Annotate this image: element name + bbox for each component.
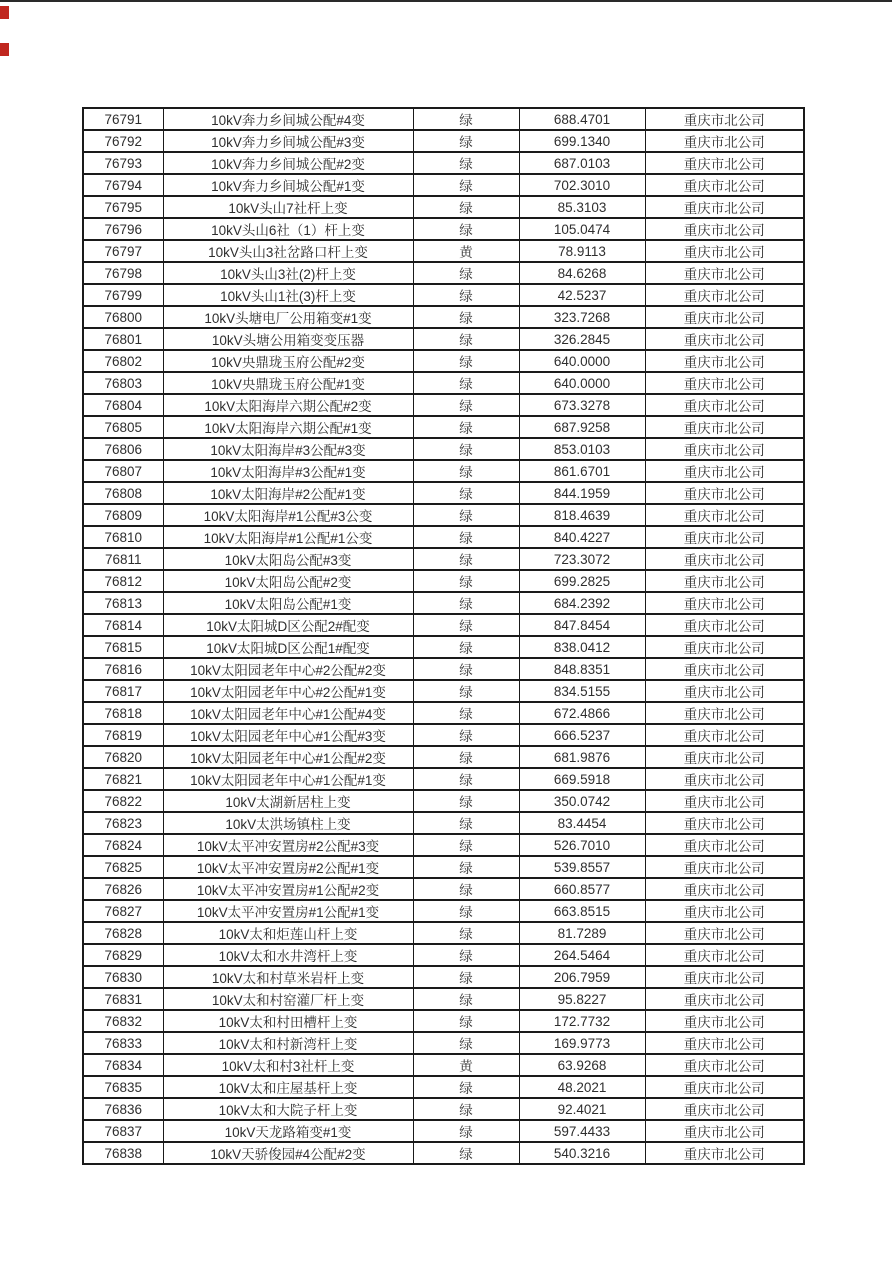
status-cell: 绿 xyxy=(413,1120,519,1142)
status-cell: 绿 xyxy=(413,966,519,988)
row-id-cell: 76836 xyxy=(83,1098,163,1120)
row-id-cell: 76813 xyxy=(83,592,163,614)
table-row xyxy=(83,724,804,746)
load-value-cell: 844.1959 xyxy=(519,482,645,504)
device-name-cell: 10kV太阳岛公配#2变 xyxy=(163,570,413,592)
load-value-cell: 818.4639 xyxy=(519,504,645,526)
row-id-cell: 76794 xyxy=(83,174,163,196)
load-value-cell: 861.6701 xyxy=(519,460,645,482)
row-id-cell: 76807 xyxy=(83,460,163,482)
status-cell: 绿 xyxy=(413,328,519,350)
status-cell: 绿 xyxy=(413,834,519,856)
row-id-cell: 76803 xyxy=(83,372,163,394)
device-name-cell: 10kV头山7社杆上变 xyxy=(163,196,413,218)
load-value-cell: 687.9258 xyxy=(519,416,645,438)
table-row xyxy=(83,526,804,548)
table-row xyxy=(83,878,804,900)
device-name-cell: 10kV太平冲安置房#2公配#1变 xyxy=(163,856,413,878)
company-cell: 重庆市北公司 xyxy=(645,108,804,130)
load-value-cell: 63.9268 xyxy=(519,1054,645,1076)
table-row xyxy=(83,614,804,636)
load-value-cell: 838.0412 xyxy=(519,636,645,658)
load-value-cell: 42.5237 xyxy=(519,284,645,306)
load-value-cell: 350.0742 xyxy=(519,790,645,812)
table-row xyxy=(83,262,804,284)
table-row xyxy=(83,658,804,680)
company-cell: 重庆市北公司 xyxy=(645,306,804,328)
load-value-cell: 684.2392 xyxy=(519,592,645,614)
device-name-cell: 10kV太和村田槽杆上变 xyxy=(163,1010,413,1032)
row-id-cell: 76804 xyxy=(83,394,163,416)
row-id-cell: 76824 xyxy=(83,834,163,856)
device-name-cell: 10kV奔力乡间城公配#1变 xyxy=(163,174,413,196)
status-cell: 绿 xyxy=(413,812,519,834)
device-name-cell: 10kV太阳城D区公配2#配变 xyxy=(163,614,413,636)
company-cell: 重庆市北公司 xyxy=(645,790,804,812)
company-cell: 重庆市北公司 xyxy=(645,526,804,548)
load-value-cell: 526.7010 xyxy=(519,834,645,856)
load-value-cell: 702.3010 xyxy=(519,174,645,196)
load-value-cell: 326.2845 xyxy=(519,328,645,350)
load-value-cell: 699.2825 xyxy=(519,570,645,592)
status-cell: 绿 xyxy=(413,570,519,592)
status-cell: 绿 xyxy=(413,592,519,614)
status-cell: 绿 xyxy=(413,526,519,548)
company-cell: 重庆市北公司 xyxy=(645,1098,804,1120)
status-cell: 绿 xyxy=(413,1098,519,1120)
company-cell: 重庆市北公司 xyxy=(645,592,804,614)
top-rule-line xyxy=(0,0,892,2)
table-row xyxy=(83,438,804,460)
company-cell: 重庆市北公司 xyxy=(645,658,804,680)
status-cell: 绿 xyxy=(413,416,519,438)
device-name-cell: 10kV奔力乡间城公配#3变 xyxy=(163,130,413,152)
status-cell: 绿 xyxy=(413,482,519,504)
company-cell: 重庆市北公司 xyxy=(645,394,804,416)
company-cell: 重庆市北公司 xyxy=(645,328,804,350)
status-cell: 绿 xyxy=(413,504,519,526)
status-cell: 绿 xyxy=(413,218,519,240)
device-name-cell: 10kV头塘电厂公用箱变#1变 xyxy=(163,306,413,328)
company-cell: 重庆市北公司 xyxy=(645,878,804,900)
status-cell: 绿 xyxy=(413,1076,519,1098)
table-row xyxy=(83,746,804,768)
status-cell: 绿 xyxy=(413,724,519,746)
device-name-cell: 10kV央鼎珑玉府公配#1变 xyxy=(163,372,413,394)
status-cell: 绿 xyxy=(413,438,519,460)
device-name-cell: 10kV天龙路箱变#1变 xyxy=(163,1120,413,1142)
device-name-cell: 10kV太阳海岸#2公配#1变 xyxy=(163,482,413,504)
status-cell: 绿 xyxy=(413,284,519,306)
status-cell: 绿 xyxy=(413,944,519,966)
device-name-cell: 10kV头山3社岔路口杆上变 xyxy=(163,240,413,262)
table-row xyxy=(83,284,804,306)
table-row xyxy=(83,416,804,438)
table-row xyxy=(83,482,804,504)
status-cell: 绿 xyxy=(413,680,519,702)
device-name-cell: 10kV太和村窑灌厂杆上变 xyxy=(163,988,413,1010)
load-value-cell: 848.8351 xyxy=(519,658,645,680)
table-row xyxy=(83,922,804,944)
row-id-cell: 76799 xyxy=(83,284,163,306)
device-name-cell: 10kV太湖新居柱上变 xyxy=(163,790,413,812)
row-id-cell: 76832 xyxy=(83,1010,163,1032)
table-row xyxy=(83,1142,804,1164)
device-name-cell: 10kV太阳海岸六期公配#2变 xyxy=(163,394,413,416)
company-cell: 重庆市北公司 xyxy=(645,570,804,592)
row-id-cell: 76817 xyxy=(83,680,163,702)
company-cell: 重庆市北公司 xyxy=(645,636,804,658)
table-row xyxy=(83,636,804,658)
company-cell: 重庆市北公司 xyxy=(645,240,804,262)
load-value-cell: 688.4701 xyxy=(519,108,645,130)
device-name-cell: 10kV头塘公用箱变变压器 xyxy=(163,328,413,350)
status-cell: 绿 xyxy=(413,262,519,284)
table-row xyxy=(83,900,804,922)
device-name-cell: 10kV太阳园老年中心#2公配#1变 xyxy=(163,680,413,702)
company-cell: 重庆市北公司 xyxy=(645,372,804,394)
company-cell: 重庆市北公司 xyxy=(645,1120,804,1142)
status-cell: 绿 xyxy=(413,1010,519,1032)
load-value-cell: 95.8227 xyxy=(519,988,645,1010)
status-cell: 绿 xyxy=(413,306,519,328)
load-value-cell: 81.7289 xyxy=(519,922,645,944)
table-row xyxy=(83,834,804,856)
company-cell: 重庆市北公司 xyxy=(645,1076,804,1098)
load-value-cell: 92.4021 xyxy=(519,1098,645,1120)
company-cell: 重庆市北公司 xyxy=(645,768,804,790)
load-value-cell: 666.5237 xyxy=(519,724,645,746)
load-value-cell: 723.3072 xyxy=(519,548,645,570)
row-id-cell: 76818 xyxy=(83,702,163,724)
row-id-cell: 76812 xyxy=(83,570,163,592)
status-cell: 绿 xyxy=(413,394,519,416)
device-name-cell: 10kV奔力乡间城公配#4变 xyxy=(163,108,413,130)
company-cell: 重庆市北公司 xyxy=(645,856,804,878)
company-cell: 重庆市北公司 xyxy=(645,812,804,834)
load-value-cell: 847.8454 xyxy=(519,614,645,636)
table-row xyxy=(83,394,804,416)
row-id-cell: 76835 xyxy=(83,1076,163,1098)
load-value-cell: 687.0103 xyxy=(519,152,645,174)
red-edge-mark-bottom xyxy=(0,43,9,56)
status-cell: 黄 xyxy=(413,1054,519,1076)
device-name-cell: 10kV头山6社（1）杆上变 xyxy=(163,218,413,240)
table-row xyxy=(83,306,804,328)
company-cell: 重庆市北公司 xyxy=(645,966,804,988)
status-cell: 绿 xyxy=(413,196,519,218)
row-id-cell: 76823 xyxy=(83,812,163,834)
company-cell: 重庆市北公司 xyxy=(645,1142,804,1164)
device-name-cell: 10kV太阳园老年中心#1公配#3变 xyxy=(163,724,413,746)
table-row xyxy=(83,570,804,592)
table-row xyxy=(83,328,804,350)
device-name-cell: 10kV太和村3社杆上变 xyxy=(163,1054,413,1076)
status-cell: 绿 xyxy=(413,900,519,922)
device-name-cell: 10kV太阳海岸#1公配#3公变 xyxy=(163,504,413,526)
load-value-cell: 85.3103 xyxy=(519,196,645,218)
table-row xyxy=(83,152,804,174)
device-name-cell: 10kV太和村草米岩杆上变 xyxy=(163,966,413,988)
row-id-cell: 76796 xyxy=(83,218,163,240)
status-cell: 绿 xyxy=(413,856,519,878)
table-row xyxy=(83,504,804,526)
status-cell: 绿 xyxy=(413,108,519,130)
company-cell: 重庆市北公司 xyxy=(645,504,804,526)
device-name-cell: 10kV太洪场镇柱上变 xyxy=(163,812,413,834)
company-cell: 重庆市北公司 xyxy=(645,416,804,438)
row-id-cell: 76810 xyxy=(83,526,163,548)
row-id-cell: 76814 xyxy=(83,614,163,636)
table-row xyxy=(83,1010,804,1032)
company-cell: 重庆市北公司 xyxy=(645,174,804,196)
company-cell: 重庆市北公司 xyxy=(645,988,804,1010)
table-row xyxy=(83,130,804,152)
device-name-cell: 10kV央鼎珑玉府公配#2变 xyxy=(163,350,413,372)
device-name-cell: 10kV太平冲安置房#1公配#1变 xyxy=(163,900,413,922)
device-name-cell: 10kV太阳海岸#3公配#3变 xyxy=(163,438,413,460)
company-cell: 重庆市北公司 xyxy=(645,900,804,922)
device-name-cell: 10kV天骄俊园#4公配#2变 xyxy=(163,1142,413,1164)
status-cell: 绿 xyxy=(413,702,519,724)
device-name-cell: 10kV太阳城D区公配1#配变 xyxy=(163,636,413,658)
load-value-cell: 540.3216 xyxy=(519,1142,645,1164)
row-id-cell: 76819 xyxy=(83,724,163,746)
device-name-cell: 10kV太阳岛公配#1变 xyxy=(163,592,413,614)
device-name-cell: 10kV太阳园老年中心#2公配#2变 xyxy=(163,658,413,680)
device-name-cell: 10kV太和村新湾杆上变 xyxy=(163,1032,413,1054)
company-cell: 重庆市北公司 xyxy=(645,1032,804,1054)
company-cell: 重庆市北公司 xyxy=(645,680,804,702)
row-id-cell: 76834 xyxy=(83,1054,163,1076)
device-name-cell: 10kV太和庄屋基杆上变 xyxy=(163,1076,413,1098)
row-id-cell: 76816 xyxy=(83,658,163,680)
table-row xyxy=(83,966,804,988)
device-name-cell: 10kV太阳岛公配#3变 xyxy=(163,548,413,570)
table-row xyxy=(83,812,804,834)
table-row xyxy=(83,988,804,1010)
status-cell: 绿 xyxy=(413,768,519,790)
load-value-cell: 206.7959 xyxy=(519,966,645,988)
device-name-cell: 10kV太平冲安置房#2公配#3变 xyxy=(163,834,413,856)
load-value-cell: 669.5918 xyxy=(519,768,645,790)
table-row xyxy=(83,108,804,130)
red-edge-mark-top xyxy=(0,6,9,19)
row-id-cell: 76797 xyxy=(83,240,163,262)
device-name-cell: 10kV头山3社(2)杆上变 xyxy=(163,262,413,284)
row-id-cell: 76822 xyxy=(83,790,163,812)
table-row xyxy=(83,592,804,614)
status-cell: 绿 xyxy=(413,350,519,372)
company-cell: 重庆市北公司 xyxy=(645,130,804,152)
status-cell: 绿 xyxy=(413,372,519,394)
table-row xyxy=(83,944,804,966)
row-id-cell: 76826 xyxy=(83,878,163,900)
load-value-cell: 83.4454 xyxy=(519,812,645,834)
table-row xyxy=(83,1120,804,1142)
table-row xyxy=(83,680,804,702)
company-cell: 重庆市北公司 xyxy=(645,350,804,372)
table-row xyxy=(83,240,804,262)
status-cell: 绿 xyxy=(413,746,519,768)
row-id-cell: 76805 xyxy=(83,416,163,438)
row-id-cell: 76821 xyxy=(83,768,163,790)
device-name-cell: 10kV太阳园老年中心#1公配#1变 xyxy=(163,768,413,790)
table-row xyxy=(83,1032,804,1054)
table-row xyxy=(83,1076,804,1098)
load-value-cell: 834.5155 xyxy=(519,680,645,702)
device-name-cell: 10kV太和水井湾杆上变 xyxy=(163,944,413,966)
company-cell: 重庆市北公司 xyxy=(645,1054,804,1076)
row-id-cell: 76798 xyxy=(83,262,163,284)
table-row xyxy=(83,372,804,394)
row-id-cell: 76806 xyxy=(83,438,163,460)
load-value-cell: 660.8577 xyxy=(519,878,645,900)
row-id-cell: 76833 xyxy=(83,1032,163,1054)
load-value-cell: 48.2021 xyxy=(519,1076,645,1098)
row-id-cell: 76837 xyxy=(83,1120,163,1142)
status-cell: 绿 xyxy=(413,636,519,658)
device-name-cell: 10kV太和大院子杆上变 xyxy=(163,1098,413,1120)
status-cell: 绿 xyxy=(413,1032,519,1054)
row-id-cell: 76815 xyxy=(83,636,163,658)
status-cell: 绿 xyxy=(413,130,519,152)
device-name-cell: 10kV太阳园老年中心#1公配#4变 xyxy=(163,702,413,724)
company-cell: 重庆市北公司 xyxy=(645,196,804,218)
company-cell: 重庆市北公司 xyxy=(645,614,804,636)
device-table-body xyxy=(83,108,804,1164)
device-name-cell: 10kV太阳海岸#1公配#1公变 xyxy=(163,526,413,548)
device-name-cell: 10kV太阳海岸六期公配#1变 xyxy=(163,416,413,438)
company-cell: 重庆市北公司 xyxy=(645,482,804,504)
status-cell: 绿 xyxy=(413,878,519,900)
load-value-cell: 840.4227 xyxy=(519,526,645,548)
load-value-cell: 323.7268 xyxy=(519,306,645,328)
load-value-cell: 105.0474 xyxy=(519,218,645,240)
company-cell: 重庆市北公司 xyxy=(645,460,804,482)
table-row xyxy=(83,174,804,196)
row-id-cell: 76800 xyxy=(83,306,163,328)
device-name-cell: 10kV太阳海岸#3公配#1变 xyxy=(163,460,413,482)
company-cell: 重庆市北公司 xyxy=(645,746,804,768)
company-cell: 重庆市北公司 xyxy=(645,702,804,724)
row-id-cell: 76802 xyxy=(83,350,163,372)
row-id-cell: 76829 xyxy=(83,944,163,966)
load-value-cell: 78.9113 xyxy=(519,240,645,262)
table-row xyxy=(83,196,804,218)
status-cell: 绿 xyxy=(413,460,519,482)
load-value-cell: 597.4433 xyxy=(519,1120,645,1142)
table-row xyxy=(83,790,804,812)
device-name-cell: 10kV头山1社(3)杆上变 xyxy=(163,284,413,306)
status-cell: 绿 xyxy=(413,658,519,680)
row-id-cell: 76838 xyxy=(83,1142,163,1164)
row-id-cell: 76825 xyxy=(83,856,163,878)
status-cell: 绿 xyxy=(413,1142,519,1164)
company-cell: 重庆市北公司 xyxy=(645,834,804,856)
table-row xyxy=(83,702,804,724)
load-value-cell: 681.9876 xyxy=(519,746,645,768)
status-cell: 黄 xyxy=(413,240,519,262)
company-cell: 重庆市北公司 xyxy=(645,218,804,240)
row-id-cell: 76793 xyxy=(83,152,163,174)
company-cell: 重庆市北公司 xyxy=(645,262,804,284)
table-row xyxy=(83,218,804,240)
load-value-cell: 853.0103 xyxy=(519,438,645,460)
load-value-cell: 699.1340 xyxy=(519,130,645,152)
device-load-table xyxy=(82,107,805,1165)
load-value-cell: 84.6268 xyxy=(519,262,645,284)
company-cell: 重庆市北公司 xyxy=(645,438,804,460)
row-id-cell: 76791 xyxy=(83,108,163,130)
table-row xyxy=(83,548,804,570)
table-row xyxy=(83,856,804,878)
table-row xyxy=(83,768,804,790)
row-id-cell: 76820 xyxy=(83,746,163,768)
load-value-cell: 663.8515 xyxy=(519,900,645,922)
table-row xyxy=(83,1054,804,1076)
row-id-cell: 76831 xyxy=(83,988,163,1010)
load-value-cell: 169.9773 xyxy=(519,1032,645,1054)
company-cell: 重庆市北公司 xyxy=(645,1010,804,1032)
device-name-cell: 10kV奔力乡间城公配#2变 xyxy=(163,152,413,174)
row-id-cell: 76830 xyxy=(83,966,163,988)
row-id-cell: 76795 xyxy=(83,196,163,218)
row-id-cell: 76792 xyxy=(83,130,163,152)
row-id-cell: 76809 xyxy=(83,504,163,526)
company-cell: 重庆市北公司 xyxy=(645,724,804,746)
row-id-cell: 76808 xyxy=(83,482,163,504)
table-row xyxy=(83,460,804,482)
status-cell: 绿 xyxy=(413,152,519,174)
status-cell: 绿 xyxy=(413,790,519,812)
load-value-cell: 672.4866 xyxy=(519,702,645,724)
load-value-cell: 264.5464 xyxy=(519,944,645,966)
company-cell: 重庆市北公司 xyxy=(645,944,804,966)
row-id-cell: 76801 xyxy=(83,328,163,350)
status-cell: 绿 xyxy=(413,988,519,1010)
status-cell: 绿 xyxy=(413,174,519,196)
company-cell: 重庆市北公司 xyxy=(645,284,804,306)
load-value-cell: 172.7732 xyxy=(519,1010,645,1032)
row-id-cell: 76827 xyxy=(83,900,163,922)
company-cell: 重庆市北公司 xyxy=(645,548,804,570)
row-id-cell: 76828 xyxy=(83,922,163,944)
device-name-cell: 10kV太阳园老年中心#1公配#2变 xyxy=(163,746,413,768)
device-name-cell: 10kV太平冲安置房#1公配#2变 xyxy=(163,878,413,900)
device-name-cell: 10kV太和炬莲山杆上变 xyxy=(163,922,413,944)
load-value-cell: 673.3278 xyxy=(519,394,645,416)
status-cell: 绿 xyxy=(413,614,519,636)
company-cell: 重庆市北公司 xyxy=(645,152,804,174)
status-cell: 绿 xyxy=(413,922,519,944)
load-value-cell: 640.0000 xyxy=(519,372,645,394)
table-row xyxy=(83,350,804,372)
company-cell: 重庆市北公司 xyxy=(645,922,804,944)
status-cell: 绿 xyxy=(413,548,519,570)
row-id-cell: 76811 xyxy=(83,548,163,570)
load-value-cell: 539.8557 xyxy=(519,856,645,878)
table-row xyxy=(83,1098,804,1120)
load-value-cell: 640.0000 xyxy=(519,350,645,372)
